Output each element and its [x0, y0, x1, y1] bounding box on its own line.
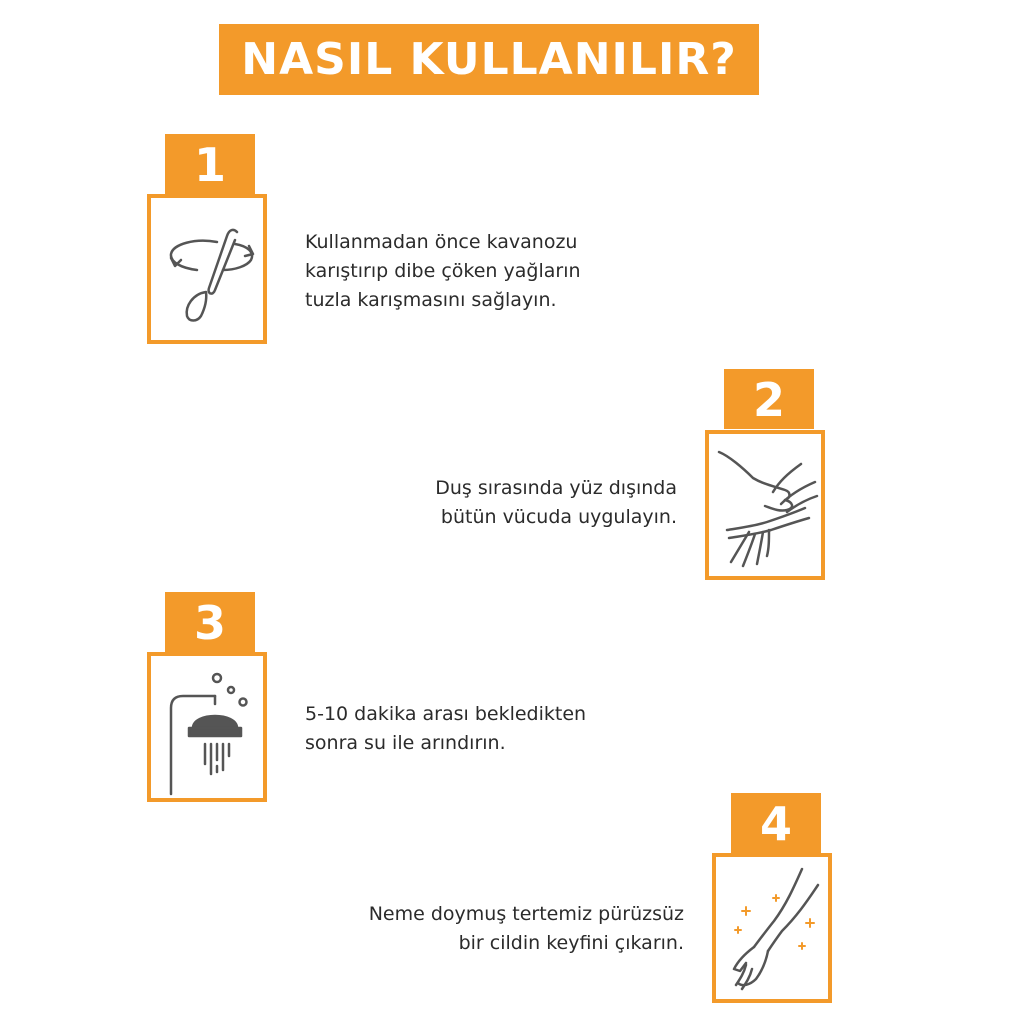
stirring-spoon-icon [151, 198, 263, 340]
step-3-text: 5-10 dakika arası bekledikten sonra su ile arındırın. [305, 703, 587, 754]
step-3-number: 3 [165, 592, 255, 652]
shower-head-icon [151, 656, 263, 798]
page-title: NASIL KULLANILIR? [219, 24, 759, 95]
step-1-text: Kullanmadan önce kavanozu karıştırıp dibe çöken yağların tuzla karışmasını sağlayın. [305, 231, 581, 311]
step-3-icon-box [147, 652, 267, 802]
smooth-skin-arm-icon [716, 857, 828, 999]
step-4-text: Neme doymuş tertemiz pürüzsüz bir cildin keyfini çıkarın. [368, 903, 684, 954]
step-2-text: Duş sırasında yüz dışında bütün vücuda uygulayın. [435, 477, 677, 528]
step-2-number: 2 [724, 369, 814, 429]
step-2-icon-box [705, 430, 825, 580]
applying-on-arm-icon [709, 434, 821, 576]
step-1-number: 1 [165, 134, 255, 194]
step-4-icon-box [712, 853, 832, 1003]
step-4-number: 4 [731, 793, 821, 853]
step-1-icon-box [147, 194, 267, 344]
